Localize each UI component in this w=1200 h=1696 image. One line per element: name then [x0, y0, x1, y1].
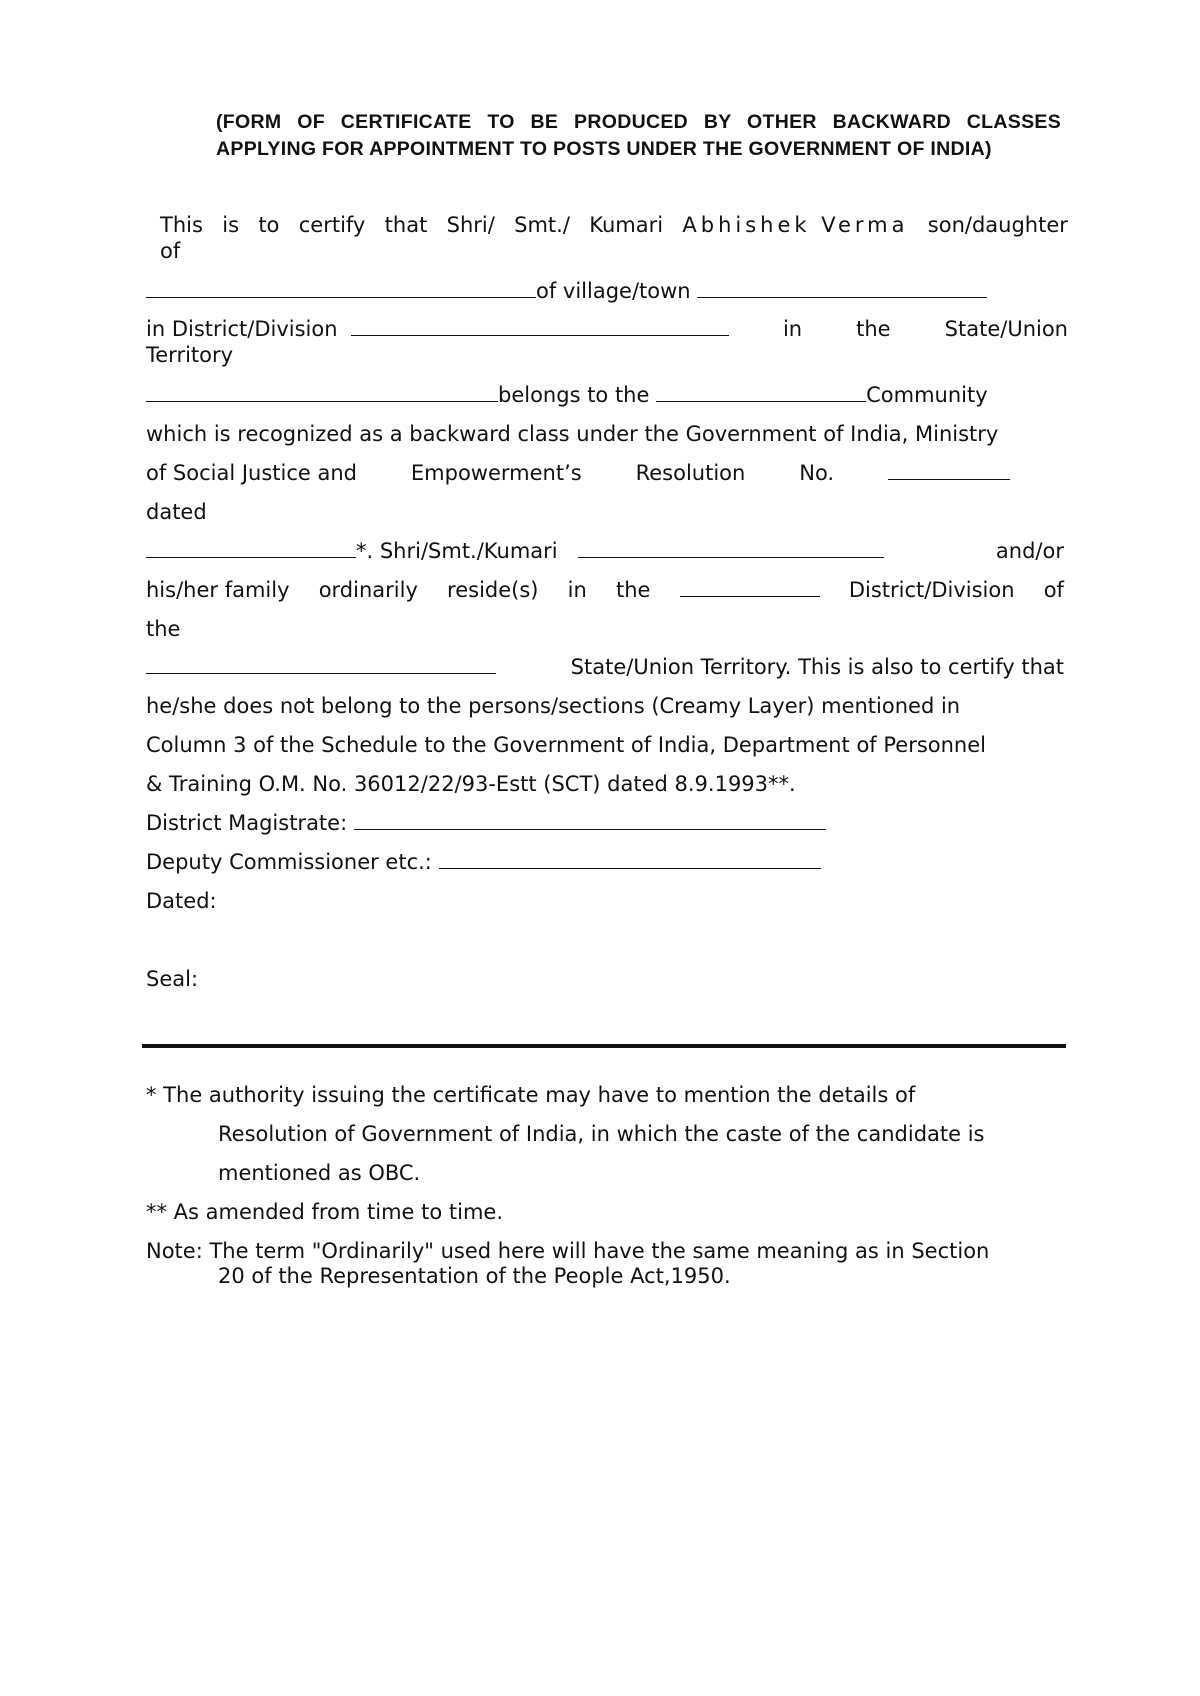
recognized-line: which is recognized as a backward class under the Government of India, Ministry: [146, 422, 999, 446]
resolution-no-blank[interactable]: [888, 461, 1010, 480]
state-line: [146, 654, 1064, 680]
family-line: [146, 577, 1064, 603]
word: This: [160, 213, 203, 237]
village-line: [146, 278, 1068, 304]
village-blank[interactable]: [697, 279, 987, 298]
word: Shri/: [446, 213, 495, 237]
word: son/daughter: [927, 213, 1068, 237]
name-blank[interactable]: [578, 539, 884, 558]
deputy-commissioner-label: Deputy Commissioner etc.:: [146, 850, 432, 874]
shri-line: [146, 538, 1064, 564]
word: of Social Justice and: [146, 461, 358, 485]
district-line: [146, 316, 1068, 342]
district-magistrate-blank[interactable]: [354, 811, 826, 830]
word: No.: [799, 461, 835, 485]
word: Smt./: [514, 213, 570, 237]
date-blank[interactable]: [146, 539, 356, 558]
word: the: [616, 578, 651, 602]
of-text: of: [160, 239, 181, 263]
word: to: [258, 213, 280, 237]
word: District/Division: [848, 578, 1015, 602]
word: certify: [298, 213, 366, 237]
state-text: State/Union Territory. This is also to certify that: [570, 655, 1064, 679]
note-cont: 20 of the Representation of the People Act,1950.: [218, 1264, 731, 1288]
certify-line: [160, 212, 1068, 238]
separator-rule: [142, 1044, 1066, 1048]
word: reside(s): [447, 578, 539, 602]
territory-text: Territory: [146, 343, 234, 367]
the-text: the: [146, 617, 181, 641]
blank-field[interactable]: [146, 279, 536, 298]
shri-label: *. Shri/Smt./Kumari: [356, 539, 558, 563]
community-label: Community: [866, 383, 988, 407]
state-blank[interactable]: [146, 655, 496, 674]
word: the: [856, 317, 891, 341]
dated-text: dated: [146, 500, 207, 524]
word: in: [567, 578, 587, 602]
deputy-commissioner-blank[interactable]: [439, 850, 821, 869]
word: Resolution: [635, 461, 746, 485]
word: of: [1043, 578, 1064, 602]
district-blank[interactable]: [351, 317, 729, 336]
resolution-line: [146, 460, 1010, 486]
district-division-blank[interactable]: [680, 578, 820, 597]
village-label: of village/town: [536, 279, 691, 303]
word: and/or: [995, 539, 1064, 563]
word: Empowerment’s: [410, 461, 582, 485]
creamy-layer-line: he/she does not belong to the persons/sections (Creamy Layer) mentioned in: [146, 694, 961, 718]
seal-label: Seal:: [146, 967, 199, 991]
footnote-2: ** As amended from time to time.: [146, 1200, 504, 1224]
blank-field[interactable]: [146, 383, 498, 402]
form-title: (FORM OF CERTIFICATE TO BE PRODUCED BY OTHER BACKWARD CLASSES APPLYING FOR APPOINTMENT TO POSTS UNDER THE GOVERNMENT OF INDIA): [216, 111, 1061, 160]
word: in: [782, 317, 803, 341]
footnote-1-cont: mentioned as OBC.: [218, 1161, 421, 1185]
community-line: [146, 382, 1068, 408]
district-label: in District/Division: [146, 317, 338, 341]
word: is: [222, 213, 240, 237]
note: Note: The term "Ordinarily" used here will have the same meaning as in Section: [146, 1239, 990, 1263]
word: State/Union: [944, 317, 1068, 341]
applicant-name: Abhishek Verma: [682, 213, 909, 237]
community-blank[interactable]: [656, 383, 866, 402]
footnote-1: * The authority issuing the certificate may have to mention the details of: [146, 1083, 916, 1107]
deputy-commissioner-line: [146, 849, 1068, 875]
district-magistrate-label: District Magistrate:: [146, 811, 348, 835]
word: his/her family: [146, 578, 290, 602]
word: Kumari: [589, 213, 664, 237]
belongs-label: belongs to the: [498, 383, 650, 407]
district-magistrate-line: [146, 810, 1068, 836]
om-line: & Training O.M. No. 36012/22/93-Estt (SCT) dated 8.9.1993**.: [146, 772, 796, 796]
word: that: [384, 213, 428, 237]
word: ordinarily: [318, 578, 418, 602]
footnote-1-cont: Resolution of Government of India, in which the caste of the candidate is: [218, 1122, 985, 1146]
schedule-line: Column 3 of the Schedule to the Government of India, Department of Personnel: [146, 733, 986, 757]
dated-label: Dated:: [146, 889, 217, 913]
